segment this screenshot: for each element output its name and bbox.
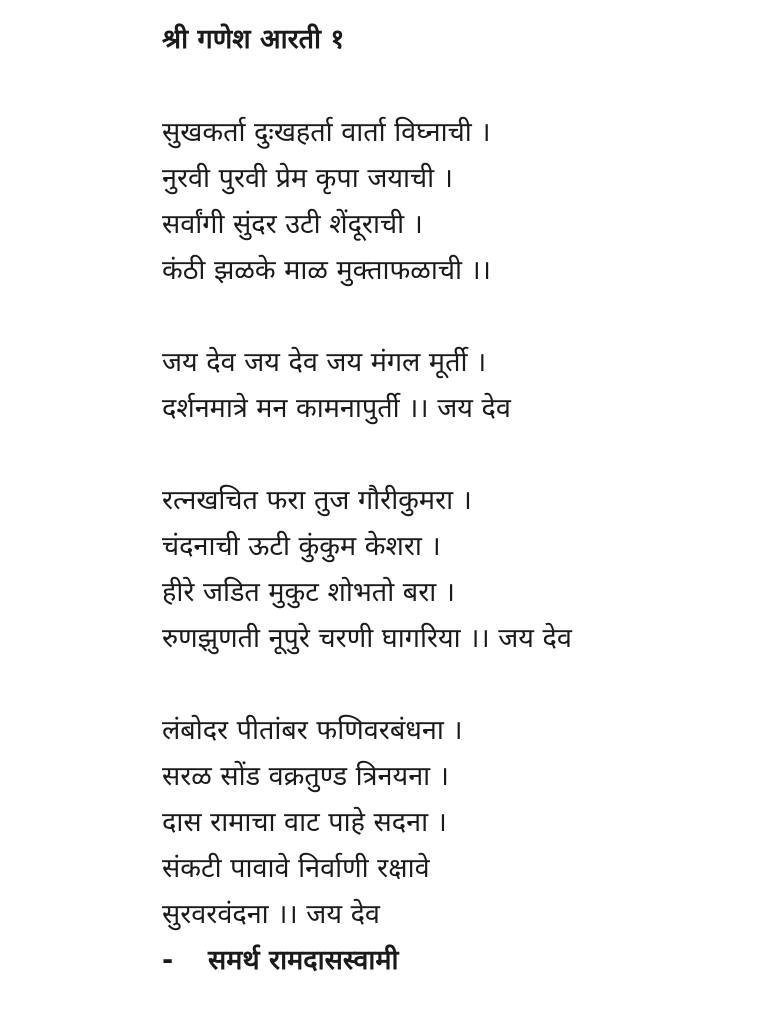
verse-line: सुरवरवंदना ।। जय देव — [162, 899, 380, 930]
signature-dash: - — [162, 945, 174, 976]
verse-line: रुणझुणती नूपुरे चरणी घागरिया ।। जय देव — [162, 623, 572, 654]
verse-line: रत्नखचित फरा तुज गौरीकुमरा । — [162, 485, 472, 516]
stanza-2 — [162, 478, 752, 662]
page-title: श्री गणेश आरती १ — [162, 24, 345, 55]
verse-line: सर्वांगी सुंदर उटी शेंदूराची । — [162, 209, 423, 240]
verse-line: दर्शनमात्रे मन कामनापुर्ती ।। जय देव — [162, 393, 511, 424]
author-name: समर्थ रामदासस्वामी — [208, 945, 399, 976]
aarti-document — [162, 18, 752, 984]
verse-line: नुरवी पुरवी प्रेम कृपा जयाची । — [162, 163, 453, 194]
verse-line: जय देव जय देव जय मंगल मूर्ती । — [162, 347, 487, 378]
verse-line: चंदनाची ऊटी कुंकुम केशरा । — [162, 531, 441, 562]
stanza-1 — [162, 110, 752, 294]
author-signature — [162, 938, 752, 984]
verse-line: सरळ सोंड वक्रतुण्ड त्रिनयना । — [162, 761, 449, 792]
verse-line: सुखकर्ता दुःखहर्ता वार्ता विघ्नाची । — [162, 117, 491, 148]
verse-line: संकटी पावावे निर्वाणी रक्षावे — [162, 853, 430, 884]
verse-line: कंठी झळके माळ मुक्ताफळाची ।। — [162, 255, 492, 286]
verse-line: हीरे जडित मुकुट शोभतो बरा । — [162, 577, 456, 608]
stanza-refrain — [162, 340, 752, 432]
verse-line: दास रामाचा वाट पाहे सदना । — [162, 807, 447, 838]
verse-line: लंबोदर पीतांबर फणिवरबंधना । — [162, 715, 463, 746]
stanza-3 — [162, 708, 752, 938]
